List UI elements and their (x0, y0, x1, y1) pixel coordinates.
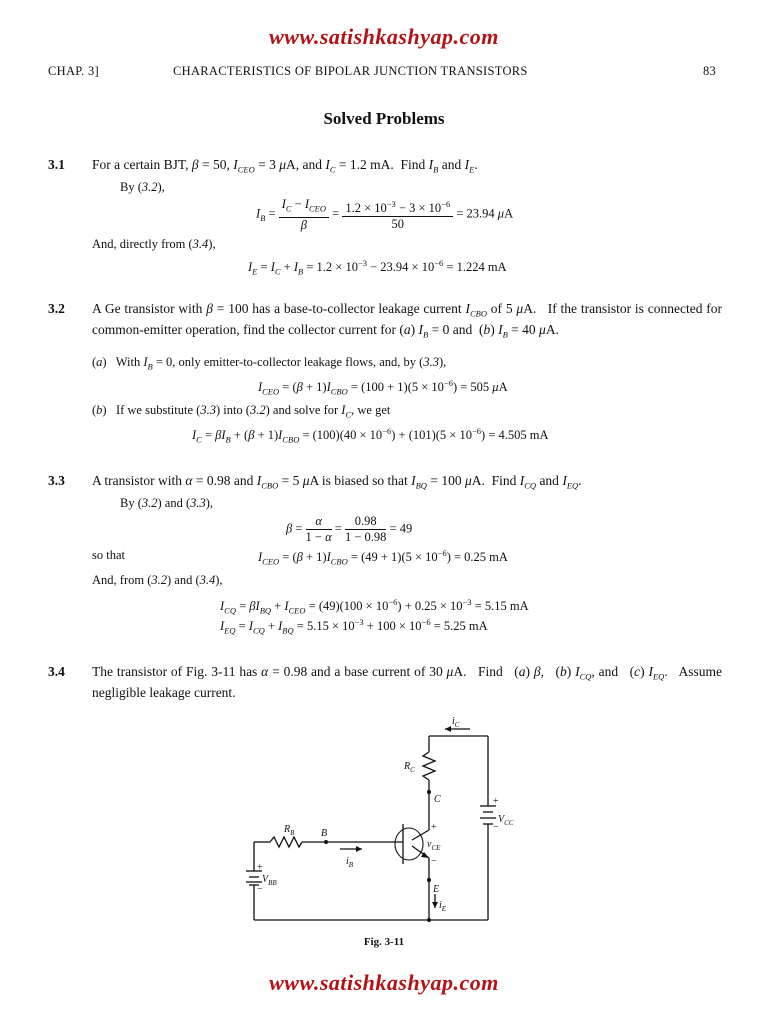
label-minus-vbb: − (257, 884, 263, 895)
equation: $I_{CQ} = \beta I_{BQ} + I_{CEO} = (49)(100 \times 10^{-6}) + 0.25 \times 10^{-3} = 5.15$ mA (220, 597, 529, 616)
equation: β = $\frac{\alpha}{1 - \alpha}$ = $\frac{0.98}{1 - 0.98}$ = 49 (286, 514, 413, 544)
label-ic: $i_C$ (452, 716, 460, 729)
label-vcc: $V_{CC}$ (498, 814, 514, 827)
solution-text: (a) With $I_B = 0$, only emitter-to-collector leakage flows, and, by (3.3), (92, 355, 447, 372)
solution-text: By (3.2) and (3.3), (120, 496, 214, 510)
label-minus-vce: − (431, 856, 437, 867)
problem-number: 3.1 (48, 157, 65, 172)
label-minus-vcc: − (493, 822, 499, 833)
equation: $I_{CEO} = (\beta + 1)I_{CBO} = (49 + 1)(5 \times 10^{-6}) = 0.25$ mA (258, 548, 508, 567)
solution-text: By (3.2), (120, 180, 165, 194)
solution-text: (b) If we substitute (3.3) into (3.2) and solve for $I_C$, we get (92, 403, 391, 420)
equation: $I_{CEO} = (\beta + 1)I_{CBO} = (100 + 1)(5 \times 10^{-6}) = 505$ μA (258, 378, 508, 397)
label-plus-vbb: + (257, 862, 263, 873)
label-ie: $i_E$ (439, 900, 447, 913)
problem-statement: A transistor with α = 0.98 and $I_{CBO} = 5$ μA is biased so that $I_{BQ} = 100$ μA. Find $I_{CQ}$ and $I_{EQ}$. (92, 473, 582, 491)
label-vce: $v_{CE}$ (427, 839, 441, 852)
label-c: C (434, 794, 441, 805)
problem-number: 3.2 (48, 301, 65, 316)
label-e: E (433, 884, 440, 895)
label-plus-vcc: + (493, 796, 499, 807)
figure-caption: Fig. 3-11 (363, 936, 405, 948)
label-ib: $i_B$ (346, 856, 354, 869)
problem-statement: The transistor of Fig. 3-11 has α = 0.98 and a base current of 30 μA. Find (a) β, (b) $I_{CQ}$, and (c) $I_{EQ}$. Assume negligible leakage current. (92, 664, 722, 700)
label-rc: $R_C$ (404, 761, 415, 774)
problem-statement: A Ge transistor with β = 100 has a base-to-collector leakage current $I_{CBO}$ of 5 μA. If the transistor is connected for common-emitter operation, find the collector current for (a) $I_B = 0$ and (b) $I_B = 40$ μA. (92, 301, 722, 340)
label-plus-vce: + (431, 822, 437, 833)
section-title: Solved Problems (323, 109, 445, 128)
solution-text: And, directly from (3.4), (92, 237, 216, 251)
equation: $I_E = I_C + I_B = 1.2 \times 10^{-3} - 23.94 \times 10^{-6} = 1.224$ mA (248, 258, 507, 277)
equation: $I_C = \beta I_B + (\beta + 1)I_{CBO} = (100)(40 \times 10^{-6}) + (101)(5 \times 10^{-6}) = 4.505$ mA (192, 426, 549, 445)
solution-text: And, from (3.2) and (3.4), (92, 573, 223, 587)
watermark-top: www.satishkashyap.com (269, 24, 499, 49)
label-b: B (321, 828, 328, 839)
problem-statement: For a certain BJT, β = 50, $I_{CEO} = 3$ μA, and $I_C = 1.2$ mA. Find $I_B$ and $I_E$. (92, 157, 478, 175)
chapter-label: CHAP. 3] (48, 64, 100, 78)
problem-number: 3.3 (48, 473, 65, 488)
circuit-diagram (232, 712, 512, 938)
solution-text: so that (92, 548, 125, 562)
running-title: CHARACTERISTICS OF BIPOLAR JUNCTION TRANSISTORS (173, 64, 528, 78)
label-rb: $R_B$ (284, 824, 295, 837)
equation: $I_B$ = $\frac{I_C - I_{CEO}}{\beta}$ = $\frac{1.2 \times 10^{-3} - 3 \times 10^{-6}}{50}$ = 23.94 μA (256, 197, 514, 232)
watermark-bottom: www.satishkashyap.com (269, 970, 499, 995)
page-number: 83 (703, 64, 717, 78)
label-vbb: $V_{BB}$ (262, 874, 277, 887)
problem-number: 3.4 (48, 664, 65, 679)
equation: $I_{EQ} = I_{CQ} + I_{BQ} = 5.15 \times 10^{-3} + 100 \times 10^{-6} = 5.25$ mA (220, 617, 488, 636)
